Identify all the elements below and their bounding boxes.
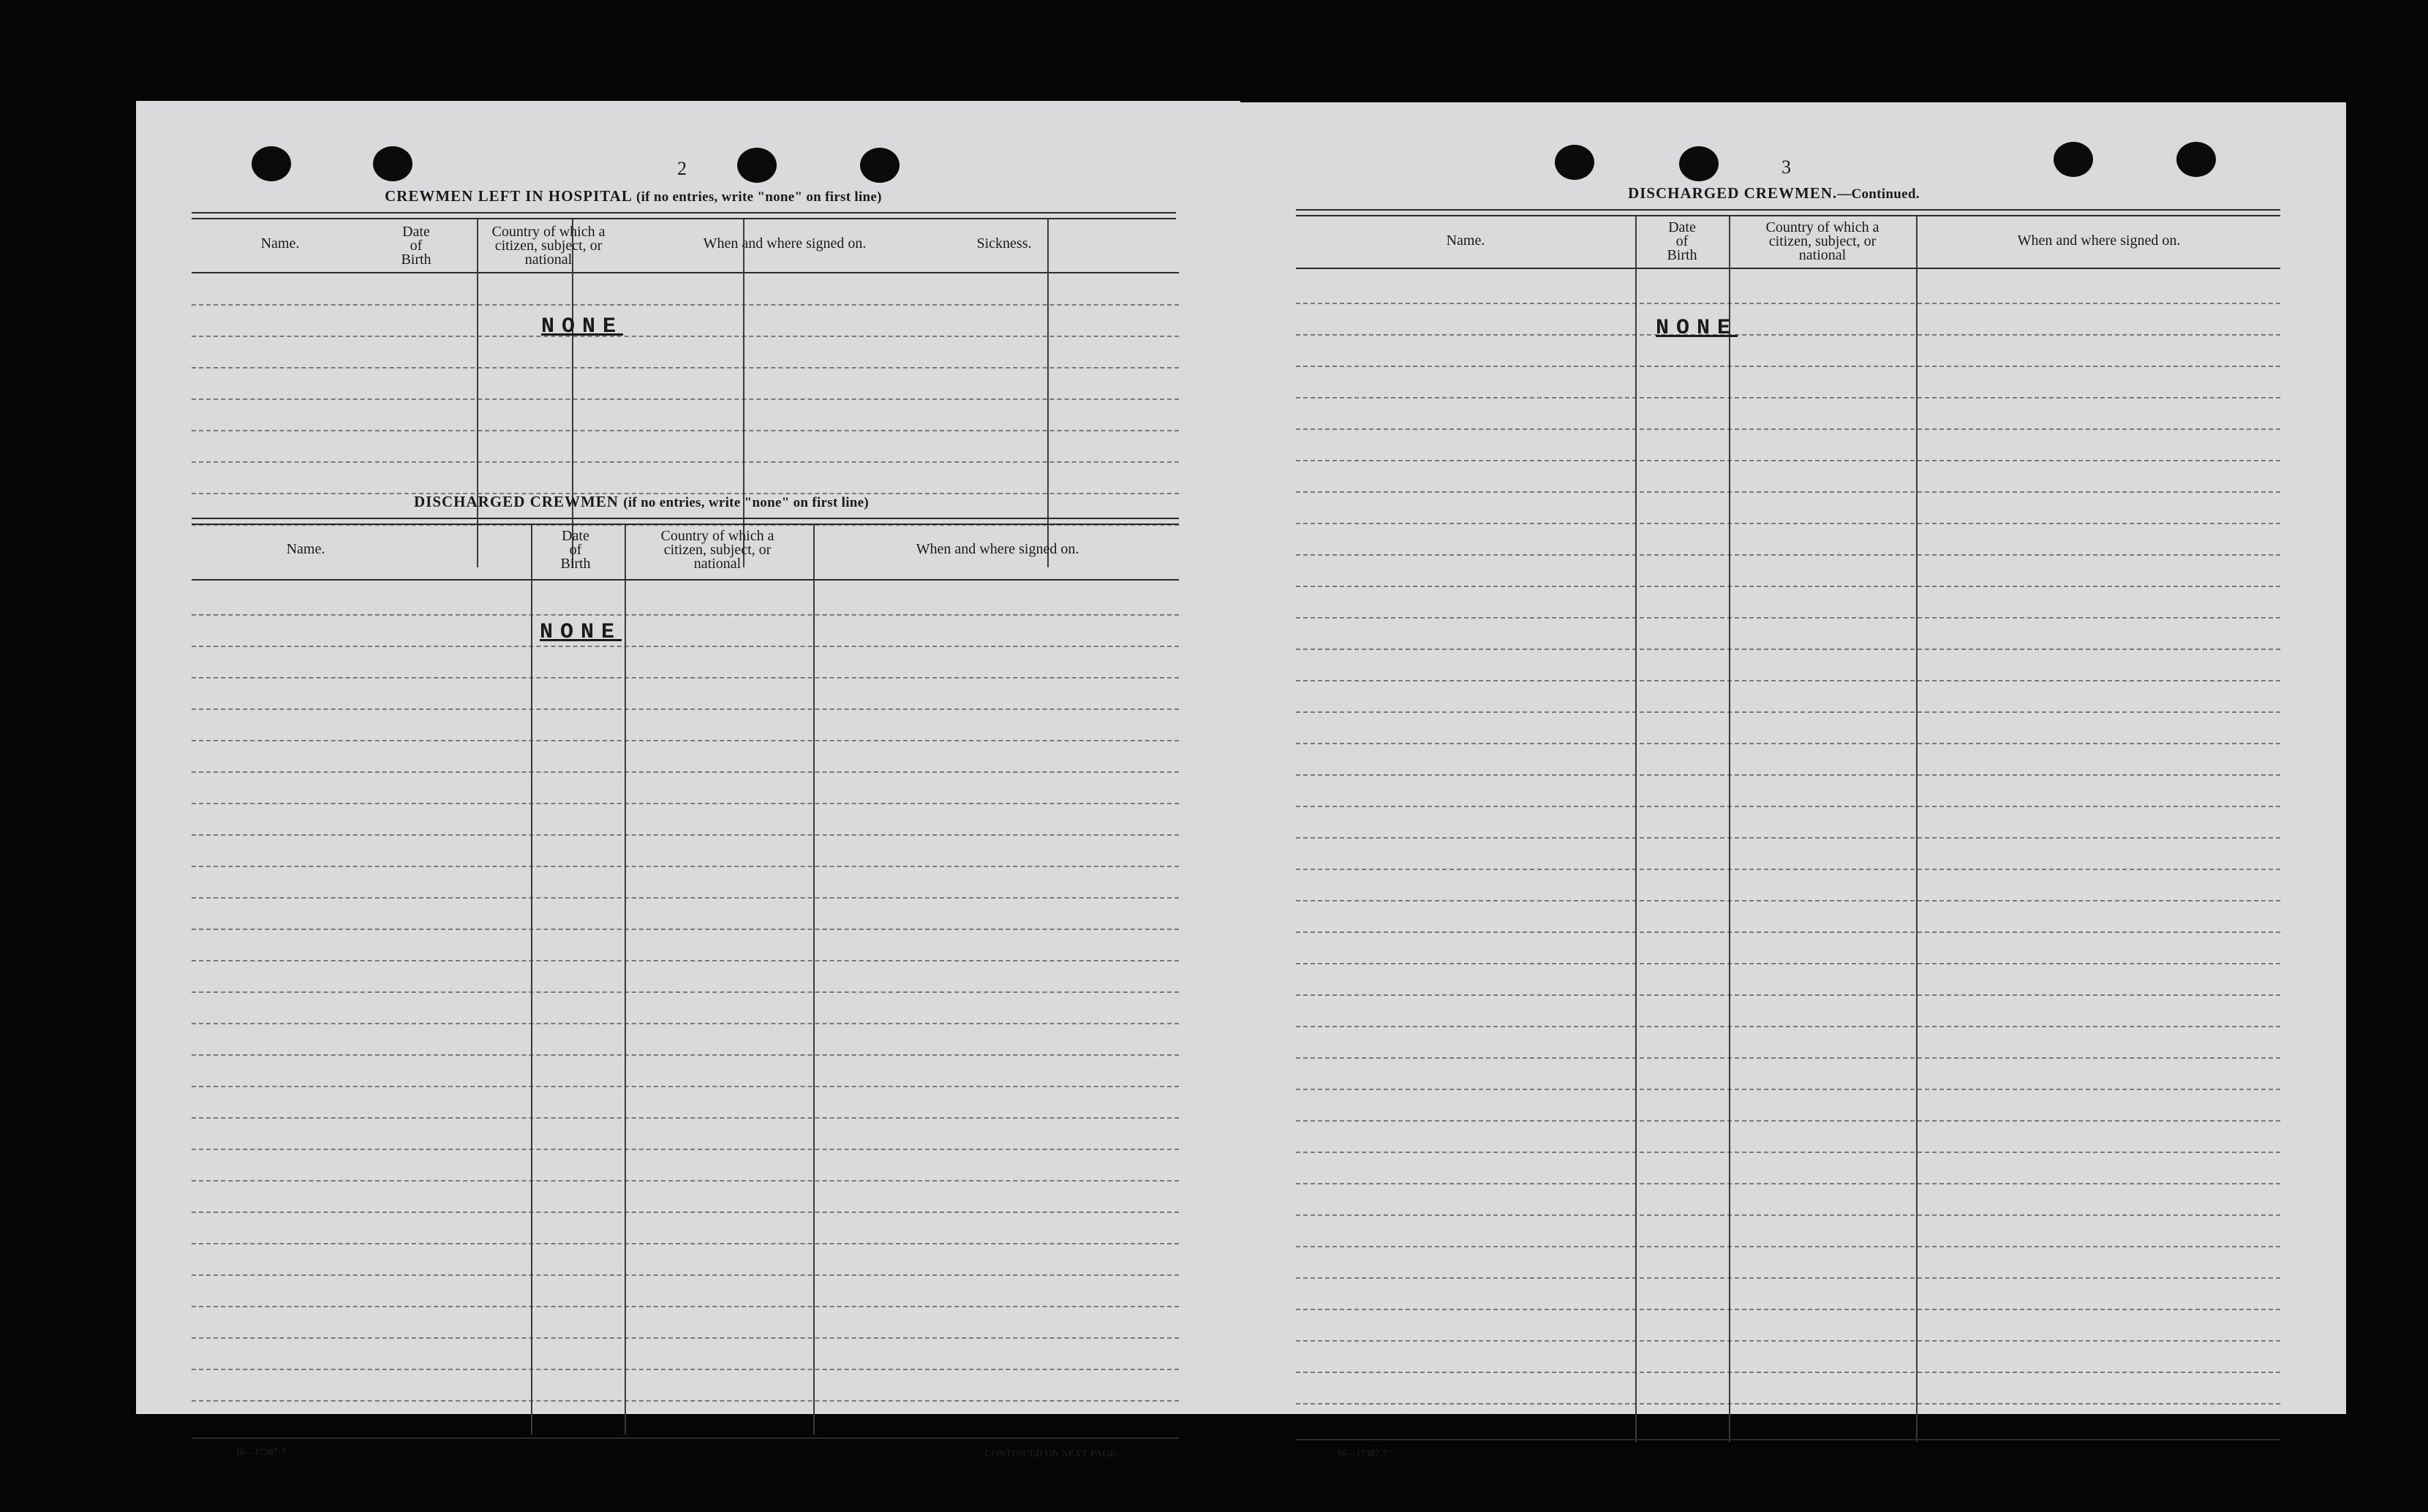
column-divider	[1047, 219, 1049, 567]
continued-header-rule	[1296, 268, 2280, 269]
entry-line	[192, 1274, 1179, 1276]
entry-line	[1296, 334, 2280, 336]
entry-line	[1296, 1246, 2280, 1247]
left-page	[136, 101, 1240, 1459]
discharged-col-signed: When and where signed on.	[916, 541, 1079, 557]
entry-line	[192, 740, 1179, 741]
entry-line	[192, 336, 1179, 337]
continued-col-signed: When and where signed on.	[2017, 233, 2181, 249]
hospital-col-sickness: Sickness.	[976, 235, 1032, 252]
entry-line	[1296, 1089, 2280, 1090]
entry-line	[1296, 1372, 2280, 1373]
entry-line	[1296, 1277, 2280, 1279]
entry-line	[1296, 428, 2280, 430]
entry-line	[192, 1243, 1179, 1244]
continued-top-rule	[1296, 215, 2280, 216]
entry-line	[192, 1400, 1179, 1402]
hospital-top-rule	[192, 212, 1176, 213]
entry-line	[1296, 554, 2280, 556]
entry-line	[1296, 774, 2280, 776]
continued-none-entry: NONE	[1656, 316, 1738, 341]
entry-line	[1296, 1026, 2280, 1027]
entry-line	[192, 1149, 1179, 1150]
entry-line	[1296, 649, 2280, 650]
entry-line	[1296, 680, 2280, 681]
punch-hole	[2054, 142, 2093, 177]
entry-line	[192, 1369, 1179, 1370]
hospital-top-rule	[192, 218, 1176, 219]
hospital-header-rule	[192, 272, 1179, 273]
page-number: 2	[677, 158, 687, 179]
discharged-col-dob: Date of Birth	[560, 528, 591, 572]
entry-line	[1296, 837, 2280, 839]
discharged-top-rule	[192, 523, 1179, 525]
column-divider	[743, 219, 744, 567]
hospital-col-dob: Date of Birth	[401, 224, 431, 268]
discharged-continued-title	[1628, 184, 1920, 203]
punch-hole	[2176, 142, 2216, 177]
entry-line	[1296, 900, 2280, 901]
continued-col-dob: Date of Birth	[1667, 219, 1697, 263]
entry-line	[192, 771, 1179, 773]
form-number: 16—17387-7	[235, 1446, 287, 1457]
hospital-none-entry: NONE	[541, 314, 624, 339]
continued-top-rule	[1296, 209, 2280, 211]
hospital-title-text: CREWMEN LEFT IN HOSPITAL	[385, 187, 632, 205]
entry-line	[1296, 931, 2280, 933]
punch-hole	[1555, 145, 1594, 180]
bottom-rule	[1296, 1439, 2280, 1440]
column-divider	[477, 219, 478, 567]
entry-line	[1296, 303, 2280, 304]
hospital-col-signed: When and where signed on.	[703, 235, 867, 252]
discharged-title-note: (if no entries, write "none" on first line)	[623, 495, 870, 510]
entry-line	[192, 398, 1179, 400]
entry-line	[1296, 491, 2280, 493]
entry-line	[192, 1306, 1179, 1307]
continued-col-country: Country of which a citizen, subject, or national	[1765, 219, 1880, 263]
column-divider	[572, 219, 573, 567]
entry-line	[192, 866, 1179, 867]
entry-line	[1296, 711, 2280, 713]
column-divider	[1729, 216, 1730, 1442]
right-page	[1240, 102, 2346, 1459]
hospital-col-country: Country of which a citizen, subject, or national	[491, 224, 606, 268]
entry-line	[192, 991, 1179, 993]
entry-line	[1296, 460, 2280, 461]
entry-line	[192, 614, 1179, 616]
entry-line	[1296, 397, 2280, 398]
entry-line	[1296, 366, 2280, 367]
entry-line	[192, 1086, 1179, 1087]
column-divider	[813, 525, 815, 1434]
discharged-top-rule	[192, 518, 1179, 519]
punch-hole	[373, 146, 412, 181]
discharged-header-rule	[192, 579, 1179, 581]
entry-line	[1296, 743, 2280, 744]
discharged-title-text: DISCHARGED CREWMEN	[414, 493, 619, 510]
punch-hole	[1679, 146, 1719, 181]
entry-line	[192, 1212, 1179, 1213]
entry-line	[1296, 523, 2280, 524]
entry-line	[1296, 806, 2280, 807]
entry-line	[192, 929, 1179, 930]
entry-line	[1296, 994, 2280, 996]
column-divider	[1916, 216, 1918, 1442]
entry-line	[1296, 1309, 2280, 1310]
entry-line	[192, 834, 1179, 836]
entry-line	[192, 897, 1179, 899]
entry-line	[1296, 1152, 2280, 1153]
hospital-title-note: (if no entries, write "none" on first line)	[636, 189, 882, 205]
entry-line	[1296, 1057, 2280, 1059]
continued-note: CONTINUED ON NEXT PAGE.	[984, 1448, 1118, 1459]
bottom-rule	[192, 1437, 1179, 1439]
continued-col-name: Name.	[1446, 233, 1485, 249]
entry-line	[192, 1023, 1179, 1024]
discharged-section-title	[414, 493, 869, 511]
entry-line	[192, 677, 1179, 678]
entry-line	[1296, 1214, 2280, 1216]
hospital-section-title	[385, 187, 882, 205]
entry-line	[192, 646, 1179, 647]
entry-line	[192, 461, 1179, 463]
entry-line	[1296, 1120, 2280, 1122]
entry-line	[192, 1337, 1179, 1339]
entry-line	[192, 960, 1179, 961]
entry-line	[192, 708, 1179, 710]
discharged-col-country: Country of which a citizen, subject, or national	[660, 528, 774, 572]
continued-title-suffix: —Continued.	[1837, 186, 1920, 202]
entry-line	[192, 1054, 1179, 1056]
column-divider	[531, 525, 532, 1434]
entry-line	[1296, 586, 2280, 587]
entry-line	[1296, 1403, 2280, 1405]
discharged-none-entry: NONE	[540, 620, 622, 645]
entry-line	[192, 304, 1179, 306]
column-divider	[625, 525, 626, 1434]
entry-line	[1296, 1183, 2280, 1184]
punch-hole	[860, 148, 900, 183]
hospital-col-name: Name.	[260, 235, 300, 252]
entry-line	[1296, 1340, 2280, 1342]
punch-hole	[737, 148, 777, 183]
entry-line	[1296, 617, 2280, 619]
discharged-col-name: Name.	[286, 541, 325, 557]
punch-hole	[252, 146, 291, 181]
entry-line	[192, 367, 1179, 368]
form-number: 16—17387-7	[1337, 1448, 1388, 1459]
entry-line	[1296, 963, 2280, 964]
entry-line	[192, 1117, 1179, 1119]
page-number: 3	[1782, 156, 1791, 178]
continued-title-text: DISCHARGED CREWMEN.	[1628, 184, 1838, 202]
entry-line	[192, 430, 1179, 431]
entry-line	[192, 1180, 1179, 1182]
entry-line	[192, 803, 1179, 804]
column-divider	[1635, 216, 1637, 1442]
entry-line	[1296, 869, 2280, 870]
